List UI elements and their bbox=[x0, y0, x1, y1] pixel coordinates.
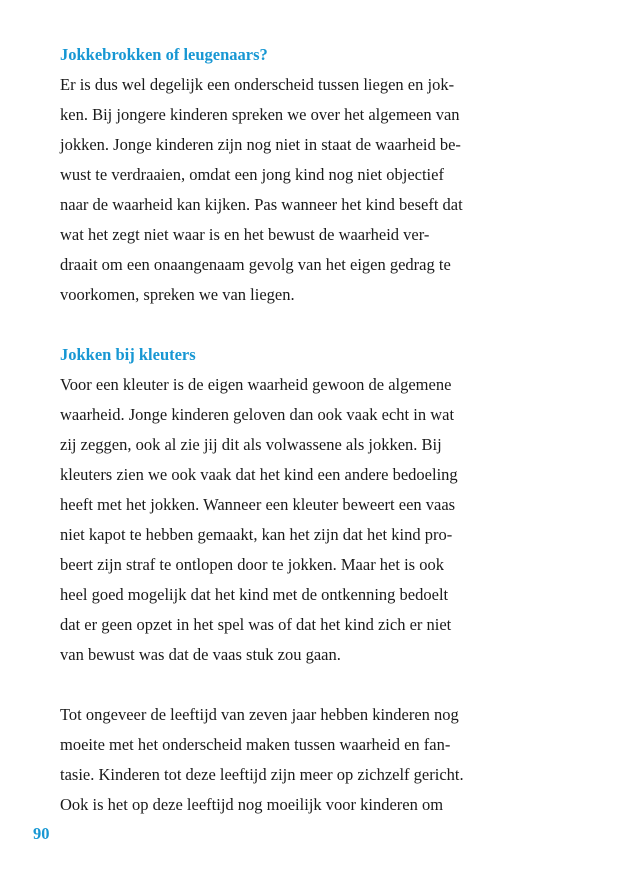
paragraph-line: Er is dus wel degelijk een onderscheid tussen liegen en jok- bbox=[60, 75, 455, 94]
paragraph-line: zij zeggen, ook al zie jij dit als volwassene als jokken. Bij bbox=[60, 435, 442, 454]
paragraph-leeftijd bbox=[60, 700, 570, 820]
paragraph-line: beert zijn straf te ontlopen door te jokken. Maar het is ook bbox=[60, 555, 444, 574]
paragraph-line: draait om een onaangenaam gevolg van het eigen gedrag te bbox=[60, 255, 451, 274]
paragraph-line: jokken. Jonge kinderen zijn nog niet in staat de waarheid be- bbox=[60, 135, 461, 154]
paragraph-line: Voor een kleuter is de eigen waarheid gewoon de algemene bbox=[60, 375, 452, 394]
paragraph-line: van bewust was dat de vaas stuk zou gaan. bbox=[60, 645, 341, 664]
paragraph-jokkebrokken bbox=[60, 70, 570, 310]
paragraph-line: wat het zegt niet waar is en het bewust de waarheid ver- bbox=[60, 225, 430, 244]
paragraph-line: waarheid. Jonge kinderen geloven dan ook vaak echt in wat bbox=[60, 405, 455, 424]
paragraph-line: heeft met het jokken. Wanneer een kleuter beweert een vaas bbox=[60, 495, 456, 514]
paragraph-line: kleuters zien we ook vaak dat het kind een andere bedoeling bbox=[60, 465, 458, 484]
section-heading-kleuters: Jokken bij kleuters bbox=[60, 345, 196, 364]
paragraph-line: Ook is het op deze leeftijd nog moeilijk voor kinderen om bbox=[60, 795, 444, 814]
page-content bbox=[60, 40, 570, 820]
paragraph-kleuters bbox=[60, 370, 570, 670]
paragraph-line: wust te verdraaien, omdat een jong kind nog niet objectief bbox=[60, 165, 444, 184]
paragraph-line: naar de waarheid kan kijken. Pas wanneer het kind beseft dat bbox=[60, 195, 463, 214]
page-number: 90 bbox=[33, 824, 50, 843]
paragraph-line: voorkomen, spreken we van liegen. bbox=[60, 285, 295, 304]
section-heading-jokkebrokken: Jokkebrokken of leugenaars? bbox=[60, 45, 268, 64]
paragraph-line: dat er geen opzet in het spel was of dat het kind zich er niet bbox=[60, 615, 452, 634]
section-gap bbox=[60, 670, 570, 700]
paragraph-line: moeite met het onderscheid maken tussen waarheid en fan- bbox=[60, 735, 451, 754]
paragraph-line: ken. Bij jongere kinderen spreken we over het algemeen van bbox=[60, 105, 460, 124]
paragraph-line: tasie. Kinderen tot deze leeftijd zijn meer op zichzelf gericht. bbox=[60, 765, 464, 784]
paragraph-line: heel goed mogelijk dat het kind met de ontkenning bedoelt bbox=[60, 585, 449, 604]
section-gap bbox=[60, 310, 570, 340]
paragraph-line: Tot ongeveer de leeftijd van zeven jaar hebben kinderen nog bbox=[60, 705, 459, 724]
paragraph-line: niet kapot te hebben gemaakt, kan het zijn dat het kind pro- bbox=[60, 525, 453, 544]
